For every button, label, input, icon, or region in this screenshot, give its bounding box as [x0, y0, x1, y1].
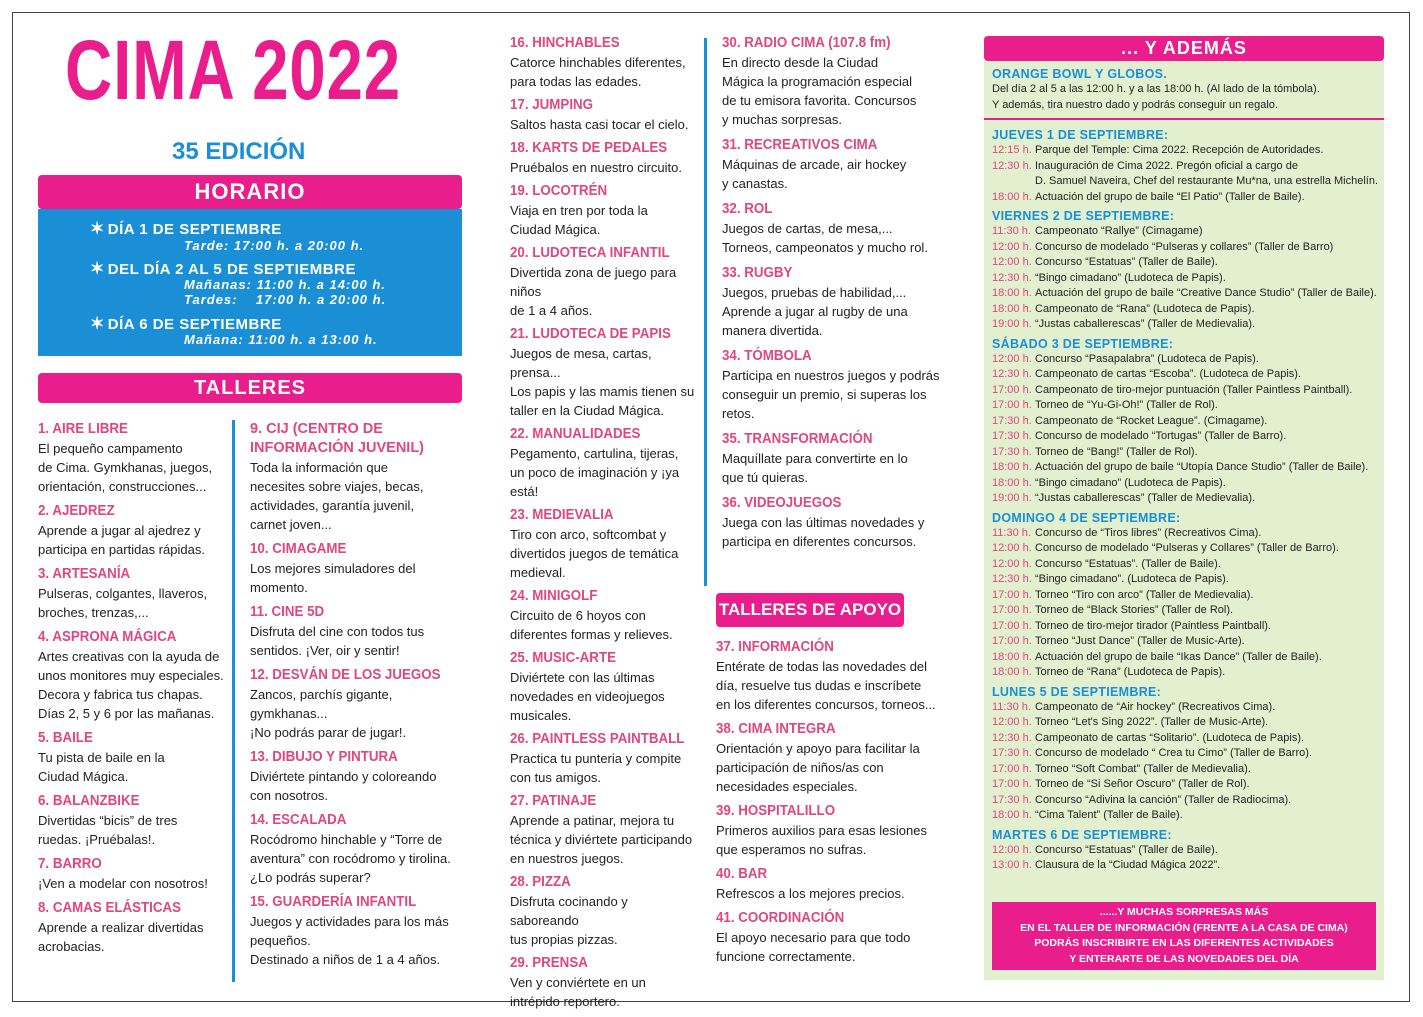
event-time: 17:00 h. [992, 619, 1032, 632]
day-title: SÁBADO 3 DE SEPTIEMBRE: [992, 336, 1174, 351]
column-divider [232, 420, 235, 982]
event-text: Concurso “Estatuas” (Taller de Baile). [1035, 843, 1218, 856]
event-text: Torneo “Just Dance” (Taller de Music-Arte). [1035, 635, 1245, 647]
event-text: “Cima Talent” (Taller de Baile). [1035, 809, 1183, 821]
taller-item [250, 893, 470, 969]
event-text: Actuación del grupo de baile “Utopía Dance Studio” (Taller de Baile). [1035, 461, 1369, 473]
event-time: 18:00 h. [992, 809, 1032, 821]
event-time: 12:00 h. [992, 256, 1032, 268]
event-row [992, 174, 1380, 190]
event-time: 12:30 h. [992, 159, 1032, 172]
taller-title: 7. BARRO [38, 856, 102, 872]
taller-title: 13. DIBUJO Y PINTURA [250, 749, 398, 765]
event-row [992, 190, 1380, 206]
taller-item [38, 502, 228, 559]
event-row [992, 700, 1380, 716]
horario-day-1 [90, 219, 282, 239]
taller-title: 31. RECREATIVOS CIMA [722, 137, 878, 153]
ademas-header: ... Y ADEMÁS [984, 36, 1384, 61]
event-text: Campeonato de “Air hockey” (Recreativos Cima). [1035, 700, 1276, 713]
event-text: Campeonato de cartas “Solitario”. (Ludoteca de Papis). [1035, 731, 1305, 744]
taller-desc: Disfruta cocinando y saboreando tus propias pizzas. [510, 894, 628, 947]
event-row [992, 302, 1380, 318]
taller-item [510, 873, 700, 949]
edition-subtitle: 35 EDICIÓN [172, 138, 306, 165]
star-icon: ✶ [90, 219, 105, 238]
event-row [992, 557, 1380, 573]
event-time: 17:00 h. [992, 778, 1032, 790]
taller-desc: Pulseras, colgantes, llaveros, broches, trenzas,... [38, 586, 208, 620]
taller-item [722, 264, 962, 340]
event-row [992, 777, 1380, 793]
event-row [992, 650, 1380, 666]
event-time: 11:30 h. [992, 526, 1031, 539]
event-row [992, 143, 1380, 159]
event-text: “Justas caballerescas” (Taller de Medievalia). [1035, 492, 1256, 504]
taller-item [250, 540, 470, 597]
taller-desc: Divertida zona de juego para niños de 1 a 4 años. [510, 265, 677, 318]
taller-title: 11. CINE 5D [250, 604, 325, 620]
event-text: Clausura de la “Ciudad Mágica 2022”. [1035, 859, 1221, 871]
taller-title: 6. BALANZBIKE [38, 793, 140, 809]
horario-time: Tarde: 17:00 h. a 20:00 h. [184, 238, 365, 253]
orange-bowl-line: Y además, tira nuestro dado y podrás conseguir un regalo. [992, 98, 1278, 111]
event-row [992, 429, 1380, 445]
column-divider [704, 38, 707, 586]
event-time: 13:00 h. [992, 859, 1032, 871]
event-text: “Bingo cimadano” (Ludoteca de Papis). [1035, 476, 1226, 489]
event-time: 17:00 h. [992, 635, 1032, 647]
event-time: 18:00 h. [992, 666, 1032, 678]
event-time: 18:00 h. [992, 461, 1032, 473]
event-text: Actuación del grupo de baile “Creative Dance Studio” (Taller de Baile). [1035, 287, 1377, 299]
taller-title: 21. LUDOTECA DE PAPIS [510, 326, 671, 342]
event-time: 12:00 h. [992, 542, 1032, 554]
event-row [992, 603, 1380, 619]
taller-desc: Diviértete pintando y coloreando con nosotros. [250, 769, 437, 803]
event-row [992, 715, 1380, 731]
event-row [992, 224, 1380, 240]
horario-day-label: DÍA 6 DE SEPTIEMBRE [107, 316, 282, 333]
event-text: Torneo de “Yu-Gi-Oh!” (Taller de Rol). [1035, 399, 1218, 411]
event-row [992, 491, 1380, 507]
event-row [992, 731, 1380, 747]
event-text: Torneo de tiro-mejor tirador (Paintless Paintball). [1035, 619, 1271, 632]
event-time: 17:30 h. [992, 445, 1032, 458]
event-text: Campeonato de tiro-mejor puntuación (Taller Paintless Paintball). [1035, 383, 1353, 396]
schedule-day [992, 208, 1380, 333]
taller-item [510, 34, 700, 91]
taller-item [510, 139, 700, 177]
event-row [992, 286, 1380, 302]
apoyo-item [716, 909, 966, 966]
orange-bowl-title: ORANGE BOWL Y GLOBOS. [992, 67, 1168, 81]
taller-desc: Máquinas de arcade, air hockey y canastas. [722, 157, 907, 191]
taller-item [38, 420, 228, 496]
taller-item [510, 96, 700, 134]
taller-item [250, 748, 470, 805]
apoyo-desc: El apoyo necesario para que todo funcione correctamente. [716, 930, 911, 964]
event-row [992, 271, 1380, 287]
taller-item [722, 494, 962, 551]
page-title: CIMA 2022 [65, 23, 401, 117]
taller-item [510, 587, 700, 644]
taller-desc: Aprende a patinar, mejora tu técnica y diviértete participando en nuestros juegos. [510, 813, 693, 866]
horario-day-label: DEL DÍA 2 AL 5 DE SEPTIEMBRE [107, 261, 356, 278]
taller-item [510, 325, 700, 420]
event-time: 12:00 h. [992, 716, 1032, 728]
event-row [992, 808, 1380, 824]
day-title: LUNES 5 DE SEPTIEMBRE: [992, 684, 1162, 699]
taller-title: 9. CIJ (CENTRO DE INFORMACIÓN JUVENIL) [250, 421, 424, 456]
taller-desc: Juegos, pruebas de habilidad,... Aprende a jugar al rugby de una manera divertida. [722, 285, 908, 338]
taller-item [722, 34, 962, 129]
event-time: 17:00 h. [992, 604, 1032, 616]
taller-title: 2. AJEDREZ [38, 503, 115, 519]
event-text: Campeonato de cartas “Escoba”. (Ludoteca de Papis). [1035, 368, 1301, 380]
taller-item [722, 347, 962, 423]
apoyo-title: 38. CIMA INTEGRA [716, 721, 836, 737]
event-row [992, 414, 1380, 430]
event-time: 17:30 h. [992, 793, 1032, 806]
event-time: 18:00 h. [992, 287, 1032, 299]
talleres-header: TALLERES [38, 373, 462, 403]
taller-desc: Viaja en tren por toda la Ciudad Mágica. [510, 203, 648, 237]
schedule-day [992, 510, 1380, 681]
event-text: Concurso “Adivina la canción” (Taller de Radiocima). [1035, 793, 1292, 806]
event-text: Torneo “Let's Sing 2022”. (Taller de Music-Arte). [1035, 716, 1269, 728]
event-time: 17:30 h. [992, 747, 1032, 759]
taller-item [38, 792, 228, 849]
event-time: 18:00 h. [992, 650, 1032, 663]
event-row [992, 665, 1380, 681]
taller-desc: Diviértete con las últimas novedades en videojuegos musicales. [510, 670, 665, 723]
taller-desc: Divertidas “bicis” de tres ruedas. ¡Pruébalas!. [38, 813, 178, 847]
apoyo-desc: Refrescos a los mejores precios. [716, 886, 905, 901]
apoyo-title: 40. BAR [716, 866, 768, 882]
event-time: 11:30 h. [992, 225, 1031, 237]
event-text: Parque del Temple: Cima 2022. Recepción de Autoridades. [1035, 144, 1324, 156]
schedule-day [992, 827, 1380, 874]
taller-desc: El pequeño campamento de Cima. Gymkhanas, juegos, orientación, construcciones... [38, 441, 213, 494]
event-row [992, 255, 1380, 271]
event-text: Concurso de modelado “Tortugas” (Taller de Barro). [1035, 430, 1287, 442]
talleres-column-3 [510, 34, 700, 1016]
taller-title: 30. RADIO CIMA (107.8 fm) [722, 35, 891, 51]
taller-title: 12. DESVÁN DE LOS JUEGOS [250, 667, 441, 683]
event-text: Concurso “Estatuas”. (Taller de Baile). [1035, 557, 1221, 570]
taller-item [722, 430, 962, 487]
taller-desc: Aprende a realizar divertidas acrobacias. [38, 920, 204, 954]
taller-item [38, 729, 228, 786]
taller-title: 32. ROL [722, 201, 773, 217]
apoyo-title: 39. HOSPITALILLO [716, 803, 836, 819]
star-icon: ✶ [90, 314, 105, 333]
horario-day-3 [90, 314, 282, 334]
taller-title: 34. TÓMBOLA [722, 348, 812, 364]
event-time: 18:00 h. [992, 476, 1032, 489]
sorpresas-line: EN EL TALLER DE INFORMACIÓN (FRENTE A LA CASA DE CIMA) [1020, 921, 1348, 934]
event-time: 18:00 h. [992, 190, 1032, 203]
taller-item [510, 425, 700, 501]
event-text: Concurso “Pasapalabra” (Ludoteca de Papis). [1035, 352, 1259, 365]
horario-time: Tardes: 17:00 h. a 20:00 h. [184, 292, 387, 307]
schedule-day [992, 336, 1380, 507]
talleres-column-1 [38, 420, 228, 962]
apoyo-title: 37. INFORMACIÓN [716, 639, 834, 655]
section-divider [984, 118, 1384, 120]
event-time: 11:30 h. [992, 700, 1031, 713]
taller-title: 18. KARTS DE PEDALES [510, 140, 668, 156]
taller-desc: Juegos de cartas, de mesa,... Torneos, campeonatos y mucho rol. [722, 221, 928, 255]
taller-item [510, 792, 700, 868]
day-title: MARTES 6 DE SEPTIEMBRE: [992, 827, 1172, 842]
event-time: 12:00 h. [992, 557, 1032, 570]
event-time: 19:00 h. [992, 318, 1032, 330]
event-row [992, 445, 1380, 461]
event-text: Torneo de “Black Stories” (Taller de Rol). [1035, 604, 1234, 616]
taller-title: 1. AIRE LIBRE [38, 421, 128, 437]
apoyo-item [716, 865, 966, 903]
taller-title: 33. RUGBY [722, 265, 793, 281]
taller-item [250, 811, 470, 887]
taller-title: 4. ASPRONA MÁGICA [38, 629, 177, 645]
taller-title: 35. TRANSFORMACIÓN [722, 431, 873, 447]
taller-item [38, 899, 228, 956]
event-row [992, 159, 1380, 175]
day-title: DOMINGO 4 DE SEPTIEMBRE: [992, 510, 1181, 525]
event-time: 19:00 h. [992, 492, 1032, 504]
apoyo-desc: Orientación y apoyo para facilitar la participación de niños/as con necesidades especiales. [716, 741, 920, 794]
event-row [992, 398, 1380, 414]
event-row [992, 317, 1380, 333]
event-time: 17:30 h. [992, 430, 1032, 442]
event-text: Actuación del grupo de baile “Ikas Dance” (Taller de Baile). [1035, 650, 1322, 663]
taller-title: 22. MANUALIDADES [510, 426, 641, 442]
event-text: Torneo de “Bang!” (Taller de Rol). [1035, 445, 1198, 458]
event-text: Torneo “Soft Combat” (Taller de Medievalia). [1035, 762, 1251, 775]
sorpresas-line: PODRÁS INSCRIBIRTE EN LAS DIFERENTES ACTIVIDADES [1034, 937, 1334, 949]
event-row [992, 619, 1380, 635]
taller-desc: Disfruta del cine con todos tus sentidos. ¡Ver, oir y sentir! [250, 624, 425, 658]
event-time: 12:15 h. [992, 144, 1032, 156]
event-text: Campeonato de “Rana” (Ludoteca de Papis). [1035, 302, 1255, 315]
event-row [992, 634, 1380, 650]
schedule-day [992, 127, 1380, 205]
event-text: Inauguración de Cima 2022. Pregón oficial a cargo de [1035, 159, 1298, 172]
event-row [992, 240, 1380, 256]
event-text: Torneo de “Si Señor Oscuro” (Taller de Rol). [1035, 778, 1250, 790]
event-time: 12:00 h. [992, 843, 1032, 856]
taller-title: 27. PATINAJE [510, 793, 597, 809]
day-title: JUEVES 1 DE SEPTIEMBRE: [992, 128, 1169, 142]
taller-title: 25. MUSIC-ARTE [510, 650, 617, 666]
taller-desc: Pegamento, cartulina, tijeras, un poco de imaginación y ¡ya está! [510, 446, 680, 499]
event-row [992, 746, 1380, 762]
taller-title: 19. LOCOTRÉN [510, 183, 608, 199]
taller-item [510, 649, 700, 725]
apoyo-header: TALLERES DE APOYO [716, 593, 904, 627]
taller-desc: Juega con las últimas novedades y participa en diferentes concursos. [722, 515, 925, 549]
taller-title: 5. BAILE [38, 730, 93, 746]
sorpresas-box [992, 902, 1376, 970]
event-time: 12:30 h. [992, 271, 1032, 284]
event-text: D. Samuel Naveira, Chef del restaurante Mu*na, una estrella Michelín. [1035, 175, 1379, 187]
event-row [992, 762, 1380, 778]
event-time: 17:00 h. [992, 399, 1032, 411]
event-text: Concurso de modelado “Pulseras y Collares” (Taller de Barro). [1035, 542, 1339, 554]
taller-desc: Artes creativas con la ayuda de unos monitores muy especiales. Decora y fabrica tus chapas. Días 2, 5 y 6 por las mañanas. [38, 649, 224, 721]
taller-item [38, 855, 228, 893]
taller-desc: Ven y conviértete en un intrépido reportero. [510, 975, 646, 1009]
event-text: “Bingo cimadano” (Ludoteca de Papis). [1035, 271, 1226, 284]
event-time: 12:00 h. [992, 352, 1032, 365]
event-text: Campeonato “Rallye” (Cimagame) [1035, 225, 1203, 237]
event-row [992, 526, 1380, 542]
event-time: 12:00 h. [992, 240, 1032, 253]
taller-item [510, 730, 700, 787]
taller-desc: Tu pista de baile en la Ciudad Mágica. [38, 750, 165, 784]
sorpresas-line: Y ENTERARTE DE LAS NOVEDADES DEL DÍA [1069, 952, 1299, 965]
taller-title: 23. MEDIEVALIA [510, 507, 614, 523]
event-text: Torneo “Tiro con arco” (Taller de Medievalia). [1035, 588, 1254, 601]
horario-box [38, 209, 462, 356]
taller-item [250, 420, 470, 534]
taller-item [510, 506, 700, 582]
horario-day-2 [90, 259, 356, 279]
event-row [992, 843, 1380, 859]
star-icon: ✶ [90, 259, 105, 278]
taller-title: 15. GUARDERÍA INFANTIL [250, 894, 417, 910]
talleres-column-2 [250, 420, 470, 975]
event-row [992, 460, 1380, 476]
taller-desc: Catorce hinchables diferentes, para todas las edades. [510, 55, 686, 89]
apoyo-desc: Entérate de todas las novedades del día, resuelve tus dudas e inscríbete en los diferentes concursos, torneos... [716, 659, 936, 712]
schedule-day [992, 684, 1380, 824]
event-text: Concurso “Estatuas” (Taller de Baile). [1035, 256, 1218, 268]
taller-desc: Participa en nuestros juegos y podrás conseguir un premio, si superas los retos. [722, 368, 940, 421]
taller-desc: Zancos, parchís gigante, gymkhanas... ¡No podrás parar de jugar!. [250, 687, 407, 740]
event-row [992, 476, 1380, 492]
event-row [992, 572, 1380, 588]
event-time: 18:00 h. [992, 302, 1032, 315]
taller-desc: ¡Ven a modelar con nosotros! [38, 876, 208, 891]
taller-desc: Saltos hasta casi tocar el cielo. [510, 117, 689, 132]
taller-desc: Rocódromo hinchable y “Torre de aventura” con rocódromo y tirolina. ¿Lo podrás superar? [250, 832, 451, 885]
sorpresas-line: ......Y MUCHAS SORPRESAS MÁS [1099, 906, 1269, 918]
taller-desc: Aprende a jugar al ajedrez y participa en partidas rápidas. [38, 523, 205, 557]
taller-desc: Los mejores simuladores del momento. [250, 561, 416, 595]
event-row [992, 367, 1380, 383]
event-time: 12:30 h. [992, 368, 1032, 380]
taller-title: 8. CAMAS ELÁSTICAS [38, 900, 182, 916]
event-time: 12:30 h. [992, 731, 1032, 744]
apoyo-title: 41. COORDINACIÓN [716, 910, 845, 926]
event-text: Torneo de “Rana” (Ludoteca de Papis). [1035, 666, 1226, 678]
horario-time: Mañana: 11:00 h. a 13:00 h. [184, 332, 378, 347]
event-row [992, 858, 1380, 874]
taller-title: 29. PRENSA [510, 955, 588, 971]
schedule-list [992, 127, 1380, 874]
orange-bowl-line: Del día 2 al 5 a las 12:00 h. y a las 18:00 h. (Al lado de la tómbola). [992, 83, 1320, 95]
event-row [992, 793, 1380, 809]
apoyo-item [716, 720, 966, 796]
event-row [992, 541, 1380, 557]
taller-item [38, 565, 228, 622]
taller-desc: Juegos y actividades para los más pequeños. Destinado a niños de 1 a 4 años. [250, 914, 449, 967]
event-time: 12:30 h. [992, 573, 1032, 585]
event-text: “Justas caballerescas” (Taller de Medievalia). [1035, 318, 1256, 330]
taller-title: 16. HINCHABLES [510, 35, 620, 51]
day-title: VIERNES 2 DE SEPTIEMBRE: [992, 209, 1175, 223]
taller-desc: En directo desde la Ciudad Mágica la programación especial de tu emisora favorita. Concursos y muchas sorpresas. [722, 55, 917, 127]
taller-item [722, 200, 962, 257]
taller-desc: Pruébalos en nuestro circuito. [510, 160, 682, 175]
apoyo-desc: Primeros auxilios para esas lesiones que esperamos no sufras. [716, 823, 927, 857]
taller-desc: Toda la información que necesites sobre viajes, becas, actividades, garantía juvenil, carnet joven... [250, 460, 424, 532]
taller-title: 28. PIZZA [510, 874, 571, 890]
taller-item [722, 136, 962, 193]
event-time: 17:00 h. [992, 383, 1032, 396]
taller-item [510, 244, 700, 320]
horario-day-label: DÍA 1 DE SEPTIEMBRE [107, 221, 282, 238]
taller-desc: Tiro con arco, softcombat y divertidos juegos de temática medieval. [510, 527, 679, 580]
event-text: Concurso de “Tiros libres” (Recreativos Cima). [1035, 526, 1262, 539]
apoyo-item [716, 802, 966, 859]
orange-bowl-section [992, 66, 1380, 113]
taller-title: 3. ARTESANÍA [38, 566, 131, 582]
taller-item [250, 603, 470, 660]
taller-title: 24. MINIGOLF [510, 588, 598, 604]
taller-item [510, 954, 700, 1011]
apoyo-item [716, 638, 966, 714]
taller-title: 10. CIMAGAME [250, 541, 347, 557]
event-text: “Bingo cimadano”. (Ludoteca de Papis). [1035, 573, 1229, 585]
taller-title: 14. ESCALADA [250, 812, 347, 828]
event-time: 17:00 h. [992, 588, 1032, 601]
event-text: Campeonato de “Rocket League”. (Cimagame). [1035, 414, 1268, 427]
event-text: Concurso de modelado “Pulseras y collares” (Taller de Barro) [1035, 240, 1334, 253]
taller-title: 17. JUMPING [510, 97, 594, 113]
taller-title: 36. VIDEOJUEGOS [722, 495, 842, 511]
taller-desc: Circuito de 6 hoyos con diferentes formas y relieves. [510, 608, 673, 642]
apoyo-column [716, 638, 966, 972]
taller-title: 26. PAINTLESS PAINTBALL [510, 731, 685, 747]
event-text: Actuación del grupo de baile “El Patio” (Taller de Baile). [1035, 190, 1305, 203]
taller-desc: Practica tu punteria y compite con tus amigos. [510, 751, 682, 785]
horario-time: Mañanas: 11:00 h. a 14:00 h. [184, 277, 386, 292]
taller-desc: Maquíllate para convertirte en lo que tú quieras. [722, 451, 908, 485]
event-row [992, 383, 1380, 399]
taller-item [510, 182, 700, 239]
event-row [992, 352, 1380, 368]
horario-header: HORARIO [38, 175, 462, 209]
event-row [992, 588, 1380, 604]
taller-item [250, 666, 470, 742]
event-time: 17:00 h. [992, 762, 1032, 775]
event-time: 17:30 h. [992, 414, 1032, 427]
taller-item [38, 628, 228, 723]
taller-desc: Juegos de mesa, cartas, prensa... Los papis y las mamis tienen su taller en la Ciudad Mágica. [510, 346, 695, 418]
event-text: Concurso de modelado “ Crea tu Cimo” (Taller de Barro). [1035, 747, 1312, 759]
talleres-column-4 [722, 34, 962, 558]
taller-title: 20. LUDOTECA INFANTIL [510, 245, 670, 261]
